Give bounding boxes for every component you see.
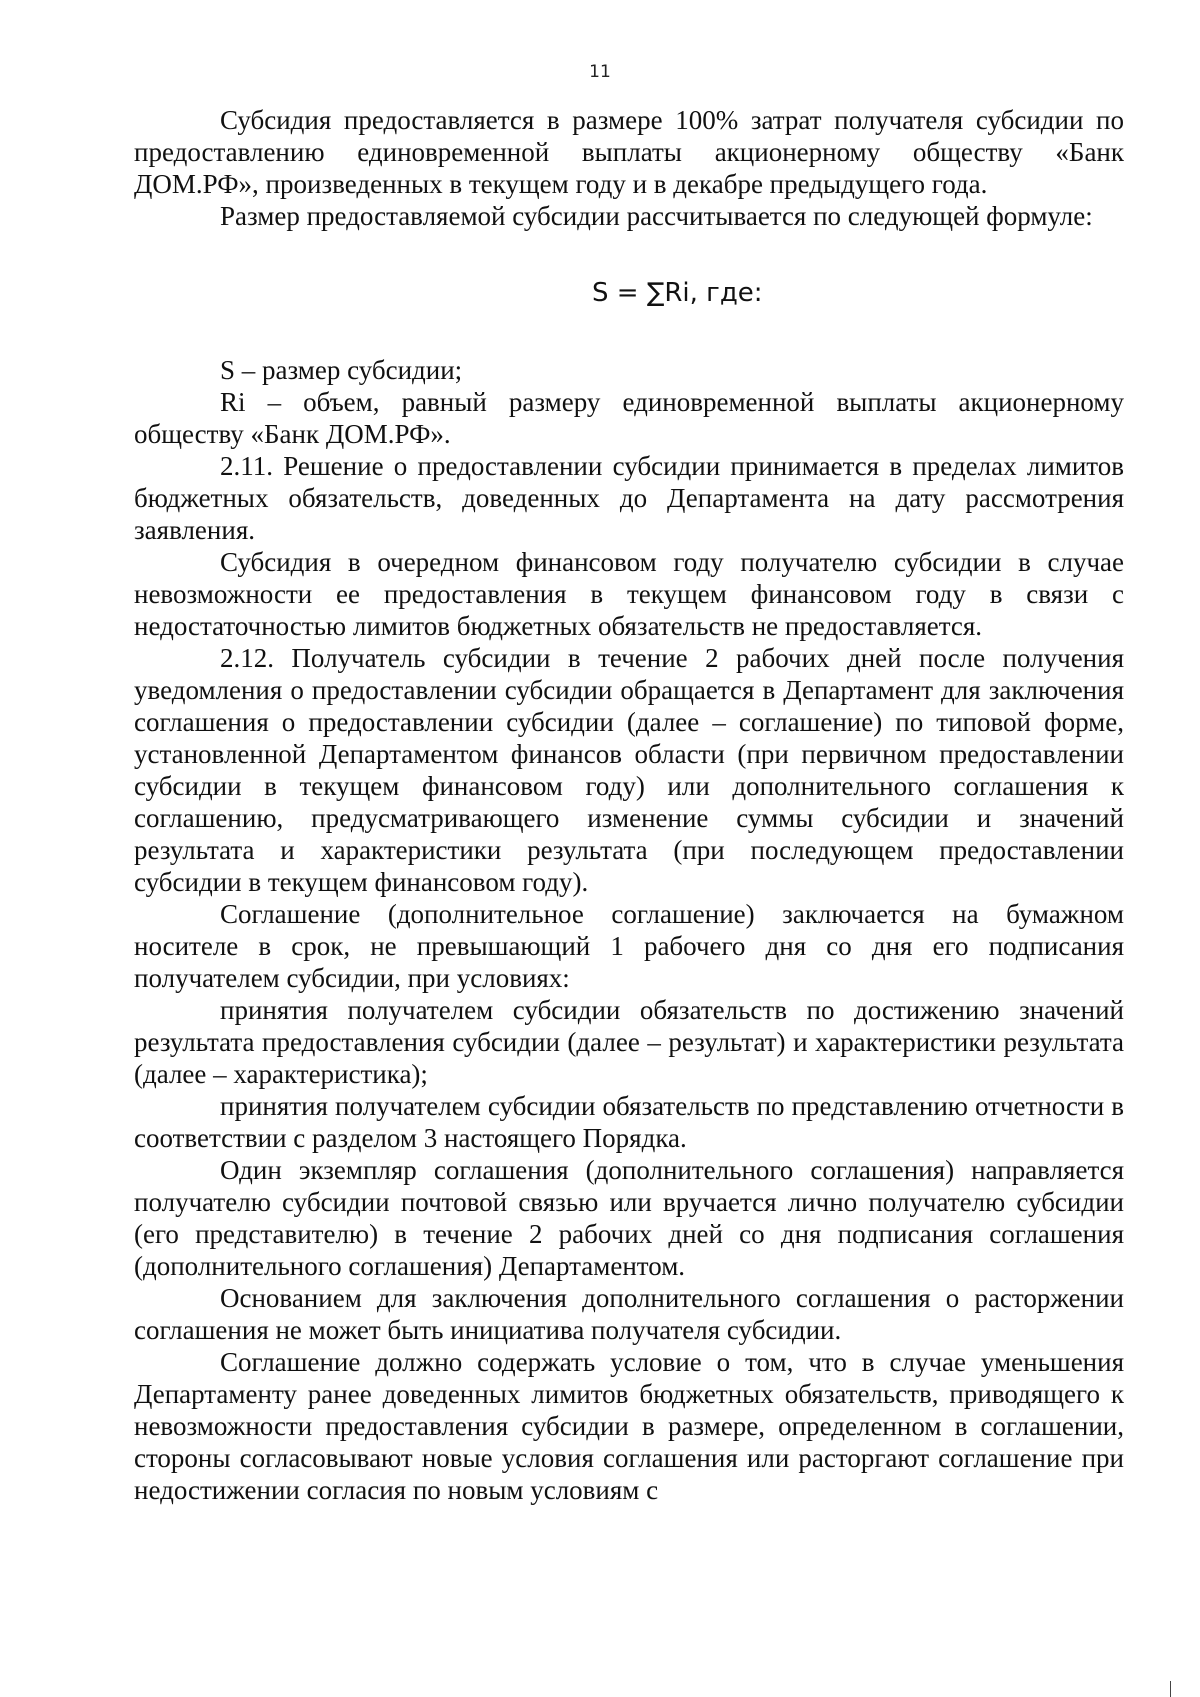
paragraph: Размер предоставляемой субсидии рассчитывается по следующей формуле: xyxy=(220,201,1093,231)
document-body xyxy=(134,104,1124,1506)
paragraph: принятия получателем субсидии обязательств по представлению отчетности в соответствии с разделом 3 настоящего Порядка. xyxy=(134,1091,1124,1153)
paragraph: Один экземпляр соглашения (дополнительного соглашения) направляется получателю субсидии почтовой связью или вручается лично получателю субсидии (его представителю) в течение 2 рабочих дней со дня подписания соглашения (дополнительного соглашения) Департаментом. xyxy=(134,1155,1124,1281)
paragraph: Основанием для заключения дополнительного соглашения о расторжении соглашения не может быть инициатива получателя субсидии. xyxy=(134,1283,1124,1345)
paragraph: Субсидия предоставляется в размере 100% затрат получателя субсидии по предоставлению единовременной выплаты акционерному обществу «Банк ДОМ.РФ», произведенных в текущем году и в декабре предыдущего года. xyxy=(134,105,1124,199)
paragraph: Субсидия в очередном финансовом году получателю субсидии в случае невозможности ее предоставления в текущем финансовом году в связи с недостаточностью лимитов бюджетных обязательств не предоставляется. xyxy=(134,547,1124,641)
definition: Ri – объем, равный размеру единовременной выплаты акционерному обществу «Банк ДОМ.РФ». xyxy=(134,387,1124,449)
definition: S – размер субсидии; xyxy=(220,355,463,385)
paragraph: 2.12. Получатель субсидии в течение 2 рабочих дней после получения уведомления о предоставлении субсидии обращается в Департамент для заключения соглашения о предоставлении субсидии (далее – соглашение) по типовой форме, установленной Департаментом финансов области (при первичном предоставлении субсидии в текущем финансовом году) или дополнительного соглашения к соглашению, предусматривающего изменение суммы субсидии и значений результата и характеристики результата (при последующем предоставлении субсидии в текущем финансовом году). xyxy=(134,643,1124,897)
paragraph: Соглашение должно содержать условие о том, что в случае уменьшения Департаменту ранее доведенных лимитов бюджетных обязательств, приводящего к невозможности предоставления субсидии в размере, определенном в соглашении, стороны согласовывают новые условия соглашения или расторгают соглашение при недостижении согласия по новым условиям с xyxy=(134,1347,1124,1505)
page-number: 11 xyxy=(589,62,611,82)
paragraph: принятия получателем субсидии обязательств по достижению значений результата предоставления субсидии (далее – результат) и характеристики результата (далее – характеристика); xyxy=(134,995,1124,1089)
paragraph: Соглашение (дополнительное соглашение) заключается на бумажном носителе в срок, не превышающий 1 рабочего дня со дня его подписания получателем субсидии, при условиях: xyxy=(134,899,1124,993)
paragraph: 2.11. Решение о предоставлении субсидии принимается в пределах лимитов бюджетных обязательств, доведенных до Департамента на дату рассмотрения заявления. xyxy=(134,451,1124,545)
formula: S = ∑Ri, где: xyxy=(592,278,763,308)
scan-edge-mark xyxy=(1170,1681,1171,1697)
